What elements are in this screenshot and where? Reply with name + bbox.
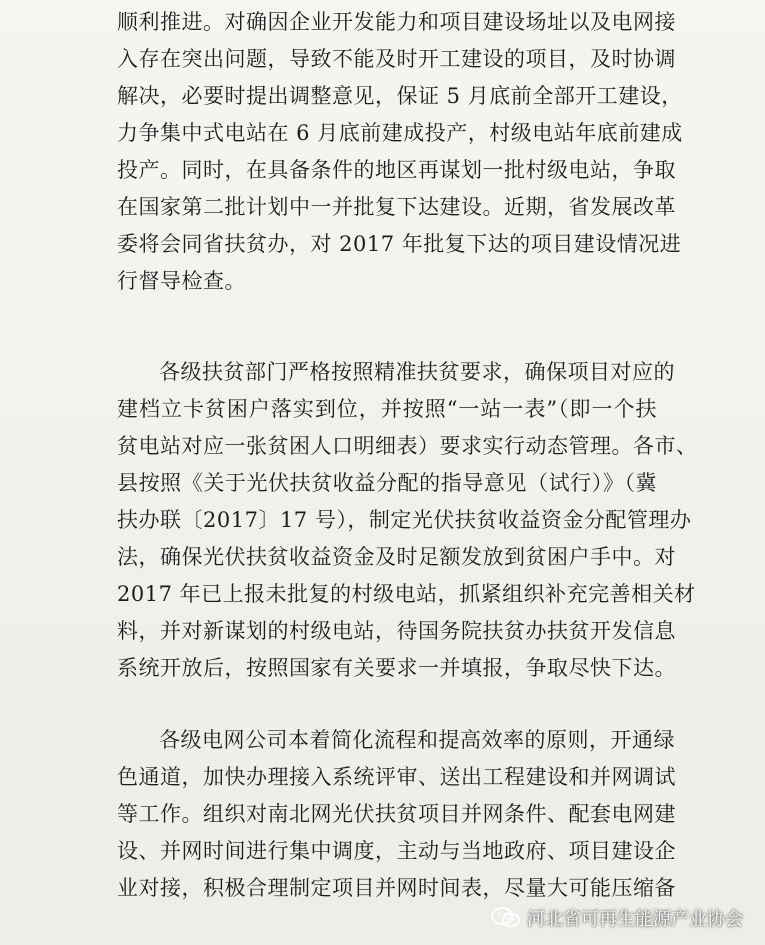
- wechat-icon: [491, 907, 521, 929]
- text-line: 设、并网时间进行集中调度，主动与当地政府、项目建设企: [117, 839, 676, 863]
- watermark: [491, 905, 743, 931]
- text-line: 料，并对新谋划的村级电站，待国务院扶贫办扶贫开发信息: [117, 619, 676, 643]
- text-line: 入存在突出问题，导致不能及时开工建设的项目，及时协调: [117, 47, 676, 71]
- watermark-text: 河北省可再生能源产业协会: [527, 909, 743, 930]
- text-line: 业对接，积极合理制定项目并网时间表，尽量大可能压缩备: [117, 876, 676, 900]
- text-line: 法，确保光伏扶贫收益资金及时足额发放到贫困户手中。对: [117, 545, 676, 569]
- text-line: 建档立卡贫困户落实到位，并按照“一站一表”（即一个扶: [117, 397, 657, 421]
- text-line: 解决，必要时提出调整意见，保证 5 月底前全部开工建设，: [117, 84, 683, 108]
- text-line: 委将会同省扶贫办，对 2017 年批复下达的项目建设情况进: [117, 232, 682, 256]
- text-line: 县按照《关于光伏扶贫收益分配的指导意见（试行）》（冀: [117, 471, 657, 495]
- text-line: 各级扶贫部门严格按照精准扶贫要求，确保项目对应的: [159, 360, 675, 384]
- text-line: 等工作。组织对南北网光伏扶贫项目并网条件、配套电网建: [117, 802, 676, 826]
- paragraph-2: [117, 354, 698, 687]
- text-line: 各级电网公司本着简化流程和提高效率的原则，开通绿: [159, 728, 675, 752]
- text-line: 投产。同时，在具备条件的地区再谋划一批村级电站，争取: [117, 158, 676, 182]
- text-line: 2017 年已上报未批复的村级电站，抓紧组织补充完善相关材: [117, 582, 696, 606]
- text-line: 系统开放后，按照国家有关要求一并填报，争取尽快下达。: [117, 656, 676, 680]
- paragraph-1: [117, 4, 683, 300]
- paragraph-3: [117, 722, 676, 907]
- text-line: 扶办联〔2017〕17 号），制定光伏扶贫收益资金分配管理办: [117, 508, 692, 532]
- text-line: 顺利推进。对确因企业开发能力和项目建设场址以及电网接: [117, 10, 676, 34]
- text-line: 色通道，加快办理接入系统评审、送出工程建设和并网调试: [117, 765, 676, 789]
- text-line: 在国家第二批计划中一并批复下达建设。近期，省发展改革: [117, 195, 676, 219]
- text-line: 力争集中式电站在 6 月底前建成投产，村级电站年底前建成: [117, 121, 683, 145]
- text-line: 行督导检查。: [117, 269, 246, 293]
- text-line: 贫电站对应一张贫困人口明细表）要求实行动态管理。各市、: [117, 434, 698, 458]
